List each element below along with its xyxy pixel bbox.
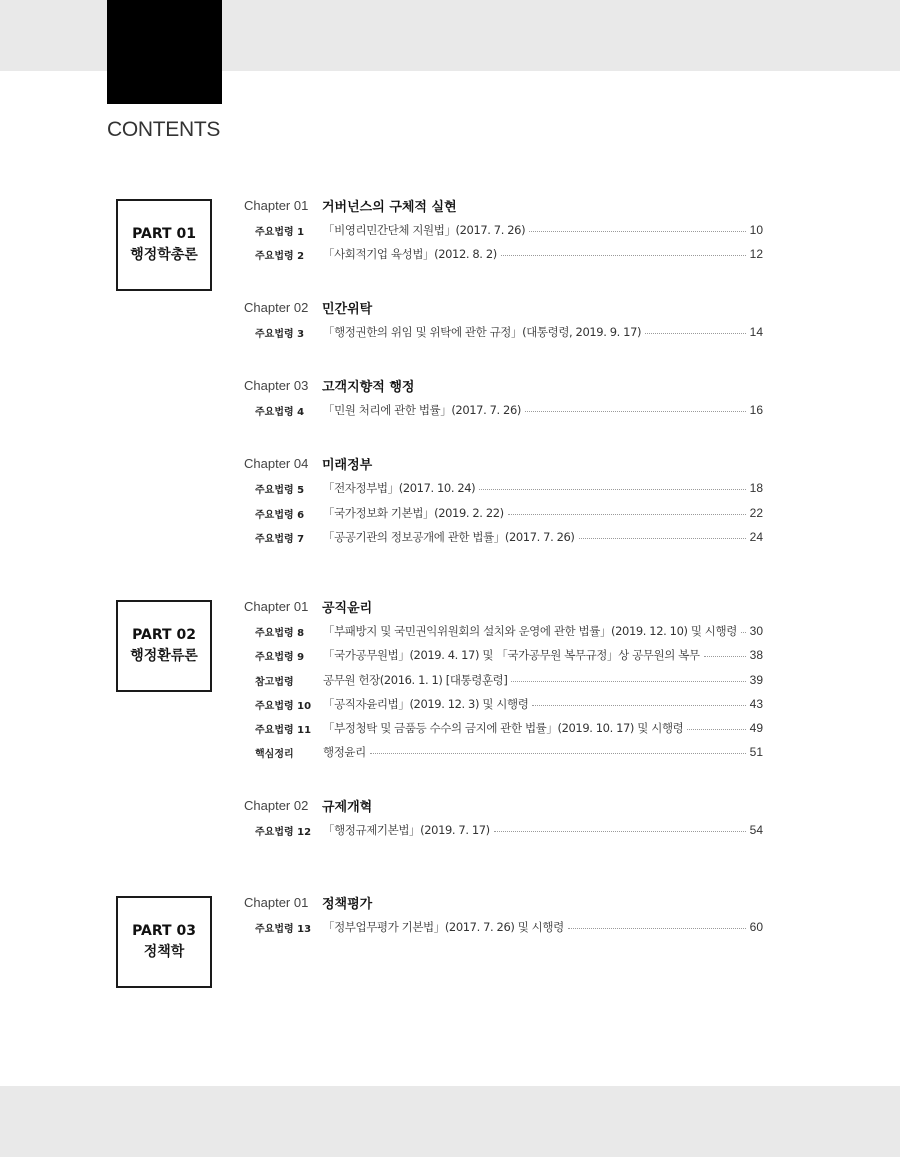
entry-label: 참고법령 bbox=[255, 676, 294, 688]
entry-title: 「행정권한의 위임 및 위탁에 관한 규정」(대통령령, 2019. 9. 17) bbox=[323, 325, 642, 339]
chapter-heading[interactable] bbox=[244, 376, 414, 394]
part-title: 행정환류론 bbox=[130, 648, 198, 664]
part-label: PART 03 bbox=[132, 923, 196, 939]
entry-title: 「행정규제기본법」(2019. 7. 17) bbox=[323, 823, 490, 837]
entry-label: 주요법령 1 bbox=[255, 226, 305, 238]
dot-leader bbox=[511, 681, 745, 682]
page-number: 60 bbox=[749, 920, 763, 934]
chapter-label: Chapter 01 bbox=[244, 197, 309, 213]
chapter-heading[interactable] bbox=[244, 298, 372, 316]
entry-title: 「정부업무평가 기본법」(2017. 7. 26) 및 시행령 bbox=[323, 920, 564, 934]
dot-leader bbox=[568, 928, 746, 929]
page-number: 14 bbox=[749, 325, 763, 339]
chapter-label: Chapter 01 bbox=[244, 894, 309, 910]
part-label: PART 02 bbox=[132, 627, 196, 643]
chapter-title: 고객지향적 행정 bbox=[322, 379, 415, 395]
chapter-title: 규제개혁 bbox=[322, 800, 373, 815]
chapter-heading[interactable] bbox=[244, 454, 372, 472]
chapter-title: 민간위탁 bbox=[322, 301, 373, 317]
part-box bbox=[116, 600, 212, 692]
dot-leader bbox=[525, 411, 746, 412]
page-number: 30 bbox=[749, 624, 763, 638]
page-number: 39 bbox=[749, 673, 763, 687]
page-number: 49 bbox=[749, 721, 763, 735]
entry-label: 주요법령 7 bbox=[255, 533, 305, 545]
toc-entry[interactable] bbox=[255, 744, 763, 760]
chapter-title: 정책평가 bbox=[322, 896, 373, 912]
toc-entry[interactable] bbox=[255, 672, 763, 688]
toc-entry[interactable] bbox=[255, 647, 763, 663]
entry-title: 「국가공무원법」(2019. 4. 17) 및 「국가공무원 복무규정」상 공무원의 복무 bbox=[323, 648, 700, 662]
toc-entry[interactable] bbox=[255, 720, 763, 736]
page-number: 54 bbox=[749, 823, 763, 837]
dot-leader bbox=[529, 231, 745, 232]
entry-label: 주요법령 2 bbox=[255, 250, 305, 262]
toc-entry[interactable] bbox=[255, 246, 763, 262]
dot-leader bbox=[494, 831, 746, 832]
dot-leader bbox=[704, 656, 746, 657]
page-number: 16 bbox=[749, 403, 763, 417]
toc-entry[interactable] bbox=[255, 623, 763, 639]
entry-label: 주요법령 5 bbox=[255, 484, 305, 496]
entry-title: 「국가정보화 기본법」(2019. 2. 22) bbox=[323, 506, 504, 520]
entry-label: 주요법령 10 bbox=[255, 700, 312, 712]
entry-title: 「공직자윤리법」(2019. 12. 3) 및 시행령 bbox=[323, 697, 529, 711]
entry-title: 「사회적기업 육성법」(2012. 8. 2) bbox=[323, 247, 497, 261]
toc-entry[interactable] bbox=[255, 324, 763, 340]
page-number: 24 bbox=[749, 530, 763, 544]
chapter-heading[interactable] bbox=[244, 196, 457, 214]
page-number: 22 bbox=[749, 506, 763, 520]
dot-leader bbox=[370, 753, 746, 754]
entry-label: 주요법령 13 bbox=[255, 923, 312, 935]
entry-label: 주요법령 4 bbox=[255, 406, 305, 418]
chapter-label: Chapter 01 bbox=[244, 598, 309, 614]
entry-label: 주요법령 3 bbox=[255, 328, 305, 340]
toc-entry[interactable] bbox=[255, 529, 763, 545]
entry-label: 주요법령 9 bbox=[255, 651, 305, 663]
entry-label: 주요법령 11 bbox=[255, 724, 312, 736]
chapter-heading[interactable] bbox=[244, 893, 372, 911]
page-number: 38 bbox=[749, 648, 763, 662]
toc-entry[interactable] bbox=[255, 822, 763, 838]
entry-title: 「비영리민간단체 지원법」(2017. 7. 26) bbox=[323, 223, 526, 237]
chapter-title: 거버넌스의 구체적 실현 bbox=[322, 199, 457, 215]
dot-leader bbox=[579, 538, 746, 539]
toc-entry[interactable] bbox=[255, 480, 763, 496]
entry-title: 행정윤리 bbox=[323, 745, 366, 759]
part-box bbox=[116, 896, 212, 988]
page-number: 51 bbox=[749, 745, 763, 759]
chapter-label: Chapter 03 bbox=[244, 377, 309, 393]
dot-leader bbox=[501, 255, 746, 256]
dot-leader bbox=[687, 729, 745, 730]
dot-leader bbox=[508, 514, 746, 515]
part-box bbox=[116, 199, 212, 291]
dot-leader bbox=[645, 333, 746, 334]
dot-leader bbox=[479, 489, 745, 490]
entry-label: 주요법령 8 bbox=[255, 627, 305, 639]
page-number: 10 bbox=[749, 223, 763, 237]
chapter-heading[interactable] bbox=[244, 797, 372, 815]
entry-title: 「민원 처리에 관한 법률」(2017. 7. 26) bbox=[323, 403, 521, 417]
toc-entry[interactable] bbox=[255, 919, 763, 935]
entry-label: 주요법령 12 bbox=[255, 826, 312, 838]
decorative-black-block bbox=[107, 0, 222, 104]
chapter-title: 공직윤리 bbox=[322, 600, 373, 616]
footer-band bbox=[0, 1086, 900, 1157]
part-label: PART 01 bbox=[132, 226, 196, 242]
chapter-heading[interactable] bbox=[244, 597, 372, 615]
page-number: 43 bbox=[749, 697, 763, 711]
toc-entry[interactable] bbox=[255, 402, 763, 418]
page-number: 18 bbox=[749, 481, 763, 495]
toc-entry[interactable] bbox=[255, 505, 763, 521]
entry-label: 핵심정리 bbox=[255, 748, 294, 760]
chapter-label: Chapter 02 bbox=[244, 798, 309, 813]
dot-leader bbox=[532, 705, 745, 706]
chapter-title: 미래정부 bbox=[322, 457, 373, 473]
entry-title: 「부정청탁 및 금품등 수수의 금지에 관한 법률」(2019. 10. 17) 및 시행령 bbox=[323, 721, 684, 735]
part-title: 행정학총론 bbox=[130, 247, 198, 263]
chapter-label: Chapter 02 bbox=[244, 299, 309, 315]
entry-label: 주요법령 6 bbox=[255, 509, 305, 521]
entry-title: 공무원 헌장(2016. 1. 1) [대통령훈령] bbox=[323, 673, 508, 687]
entry-title: 「공공기관의 정보공개에 관한 법률」(2017. 7. 26) bbox=[323, 530, 575, 544]
entry-title: 「부패방지 및 국민권익위원회의 설치와 운영에 관한 법률」(2019. 12. 10) 및 시행령 bbox=[323, 624, 737, 638]
dot-leader bbox=[741, 632, 746, 633]
part-title: 정책학 bbox=[143, 944, 185, 960]
entry-title: 「전자정부법」(2017. 10. 24) bbox=[323, 481, 476, 495]
toc-entry[interactable] bbox=[255, 222, 763, 238]
chapter-label: Chapter 04 bbox=[244, 455, 309, 471]
page-number: 12 bbox=[749, 247, 763, 261]
toc-entry[interactable] bbox=[255, 696, 763, 712]
page-title: CONTENTS bbox=[107, 118, 221, 141]
